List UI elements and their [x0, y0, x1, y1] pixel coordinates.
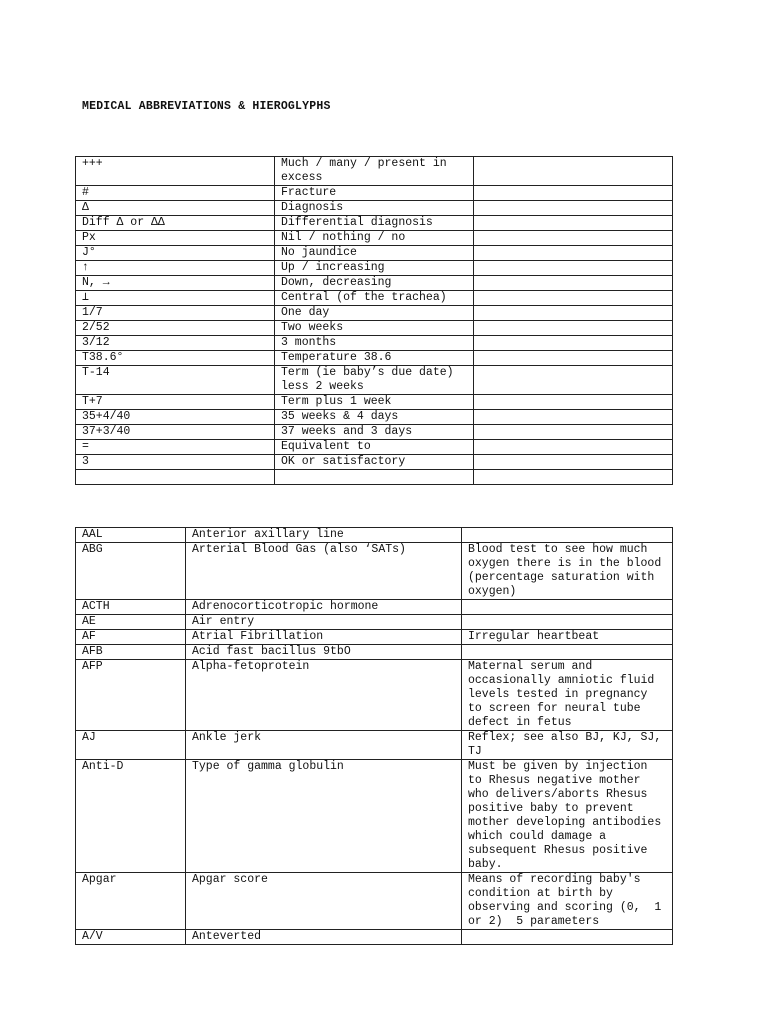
abbreviation-cell: Anti-D — [76, 760, 186, 873]
meaning-cell: Two weeks — [275, 321, 474, 336]
notes-cell — [474, 201, 673, 216]
notes-cell — [474, 186, 673, 201]
notes-cell — [474, 366, 673, 395]
meaning-cell: Differential diagnosis — [275, 216, 474, 231]
abbreviation-cell: 2/52 — [76, 321, 275, 336]
notes-cell — [474, 306, 673, 321]
notes-cell — [474, 321, 673, 336]
notes-cell — [474, 440, 673, 455]
abbreviation-cell: A/V — [76, 930, 186, 945]
meaning-cell: Equivalent to — [275, 440, 474, 455]
notes-cell — [474, 291, 673, 306]
abbreviation-cell: ↑ — [76, 261, 275, 276]
notes-cell: Must be given by injection to Rhesus negative mother who delivers/aborts Rhesus positive baby to prevent mother developing antibodies which could damage a subsequent Rhesus positive baby. — [462, 760, 673, 873]
table-row — [76, 306, 673, 321]
meaning-cell: Air entry — [186, 615, 462, 630]
notes-cell — [474, 261, 673, 276]
table-row — [76, 410, 673, 425]
abbreviation-cell: AJ — [76, 731, 186, 760]
notes-cell — [462, 645, 673, 660]
table-row — [76, 186, 673, 201]
abbreviation-cell: Px — [76, 231, 275, 246]
meaning-cell: Fracture — [275, 186, 474, 201]
meaning-cell: Nil / nothing / no — [275, 231, 474, 246]
table-row — [76, 543, 673, 600]
notes-cell: Means of recording baby's condition at birth by observing and scoring (0, 1 or 2) 5 parameters — [462, 873, 673, 930]
meaning-cell: Apgar score — [186, 873, 462, 930]
table-row — [76, 201, 673, 216]
meaning-cell: No jaundice — [275, 246, 474, 261]
notes-cell — [474, 231, 673, 246]
abbreviation-cell: Apgar — [76, 873, 186, 930]
abbreviation-cell: AFB — [76, 645, 186, 660]
meaning-cell: Anterior axillary line — [186, 528, 462, 543]
abbreviation-cell: 37+3/40 — [76, 425, 275, 440]
abbreviation-cell: +++ — [76, 157, 275, 186]
abbreviation-cell: ACTH — [76, 600, 186, 615]
meaning-cell: Ankle jerk — [186, 731, 462, 760]
meaning-cell: Anteverted — [186, 930, 462, 945]
meaning-cell: Acid fast bacillus 9tbO — [186, 645, 462, 660]
table-row — [76, 231, 673, 246]
table-row — [76, 930, 673, 945]
table-row — [76, 660, 673, 731]
table-row — [76, 425, 673, 440]
meaning-cell: OK or satisfactory — [275, 455, 474, 470]
notes-cell: Maternal serum and occasionally amniotic fluid levels tested in pregnancy to screen for neural tube defect in fetus — [462, 660, 673, 731]
meaning-cell: Term (ie baby’s due date) less 2 weeks — [275, 366, 474, 395]
abbreviation-cell: T38.6° — [76, 351, 275, 366]
table-row — [76, 600, 673, 615]
notes-cell — [474, 157, 673, 186]
abbreviation-cell: 3/12 — [76, 336, 275, 351]
notes-cell — [474, 470, 673, 485]
abbreviation-cell: 3 — [76, 455, 275, 470]
meaning-cell — [275, 470, 474, 485]
notes-cell — [474, 216, 673, 231]
meaning-cell: Alpha-fetoprotein — [186, 660, 462, 731]
table-row — [76, 216, 673, 231]
table-row — [76, 336, 673, 351]
abbreviation-cell: N, → — [76, 276, 275, 291]
meaning-cell: 35 weeks & 4 days — [275, 410, 474, 425]
notes-cell — [462, 930, 673, 945]
meaning-cell: Atrial Fibrillation — [186, 630, 462, 645]
meaning-cell: Diagnosis — [275, 201, 474, 216]
abbreviation-cell: T-14 — [76, 366, 275, 395]
notes-cell: Reflex; see also BJ, KJ, SJ, TJ — [462, 731, 673, 760]
notes-cell — [474, 351, 673, 366]
meaning-cell: Adrenocorticotropic hormone — [186, 600, 462, 615]
table-row — [76, 291, 673, 306]
abbreviations-table-symbols — [75, 156, 673, 485]
meaning-cell: 37 weeks and 3 days — [275, 425, 474, 440]
notes-cell — [462, 528, 673, 543]
notes-cell — [474, 425, 673, 440]
abbreviation-cell: T+7 — [76, 395, 275, 410]
table-row — [76, 615, 673, 630]
table-row — [76, 321, 673, 336]
abbreviation-cell: AAL — [76, 528, 186, 543]
abbreviation-cell: Diff Δ or ΔΔ — [76, 216, 275, 231]
table-row — [76, 276, 673, 291]
notes-cell: Blood test to see how much oxygen there is in the blood (percentage saturation with oxygen) — [462, 543, 673, 600]
abbreviation-cell: AF — [76, 630, 186, 645]
table-row — [76, 366, 673, 395]
abbreviation-cell — [76, 470, 275, 485]
abbreviation-cell: AE — [76, 615, 186, 630]
abbreviation-cell: ⊥ — [76, 291, 275, 306]
table-row — [76, 731, 673, 760]
table-row — [76, 630, 673, 645]
meaning-cell: Up / increasing — [275, 261, 474, 276]
notes-cell: Irregular heartbeat — [462, 630, 673, 645]
meaning-cell: Term plus 1 week — [275, 395, 474, 410]
notes-cell — [462, 615, 673, 630]
table-row — [76, 760, 673, 873]
table-row — [76, 470, 673, 485]
abbreviation-cell: = — [76, 440, 275, 455]
notes-cell — [462, 600, 673, 615]
abbreviation-cell: Δ — [76, 201, 275, 216]
notes-cell — [474, 276, 673, 291]
abbreviation-cell: AFP — [76, 660, 186, 731]
notes-cell — [474, 336, 673, 351]
table-row — [76, 528, 673, 543]
table-row — [76, 440, 673, 455]
table-row — [76, 261, 673, 276]
meaning-cell: One day — [275, 306, 474, 321]
abbreviation-cell: ABG — [76, 543, 186, 600]
table-row — [76, 157, 673, 186]
abbreviation-cell: # — [76, 186, 275, 201]
meaning-cell: Much / many / present in excess — [275, 157, 474, 186]
abbreviations-table-alpha — [75, 527, 673, 945]
table-row — [76, 645, 673, 660]
abbreviation-cell: 35+4/40 — [76, 410, 275, 425]
abbreviation-cell: 1/7 — [76, 306, 275, 321]
table-row — [76, 351, 673, 366]
notes-cell — [474, 246, 673, 261]
notes-cell — [474, 395, 673, 410]
abbreviation-cell: J° — [76, 246, 275, 261]
meaning-cell: Type of gamma globulin — [186, 760, 462, 873]
meaning-cell: Temperature 38.6 — [275, 351, 474, 366]
page-title: MEDICAL ABBREVIATIONS & HIEROGLYPHS — [82, 100, 331, 113]
table-row — [76, 246, 673, 261]
notes-cell — [474, 455, 673, 470]
table-row — [76, 395, 673, 410]
meaning-cell: Down, decreasing — [275, 276, 474, 291]
meaning-cell: Arterial Blood Gas (also ‘SATs) — [186, 543, 462, 600]
meaning-cell: 3 months — [275, 336, 474, 351]
table-row — [76, 873, 673, 930]
notes-cell — [474, 410, 673, 425]
meaning-cell: Central (of the trachea) — [275, 291, 474, 306]
table-row — [76, 455, 673, 470]
